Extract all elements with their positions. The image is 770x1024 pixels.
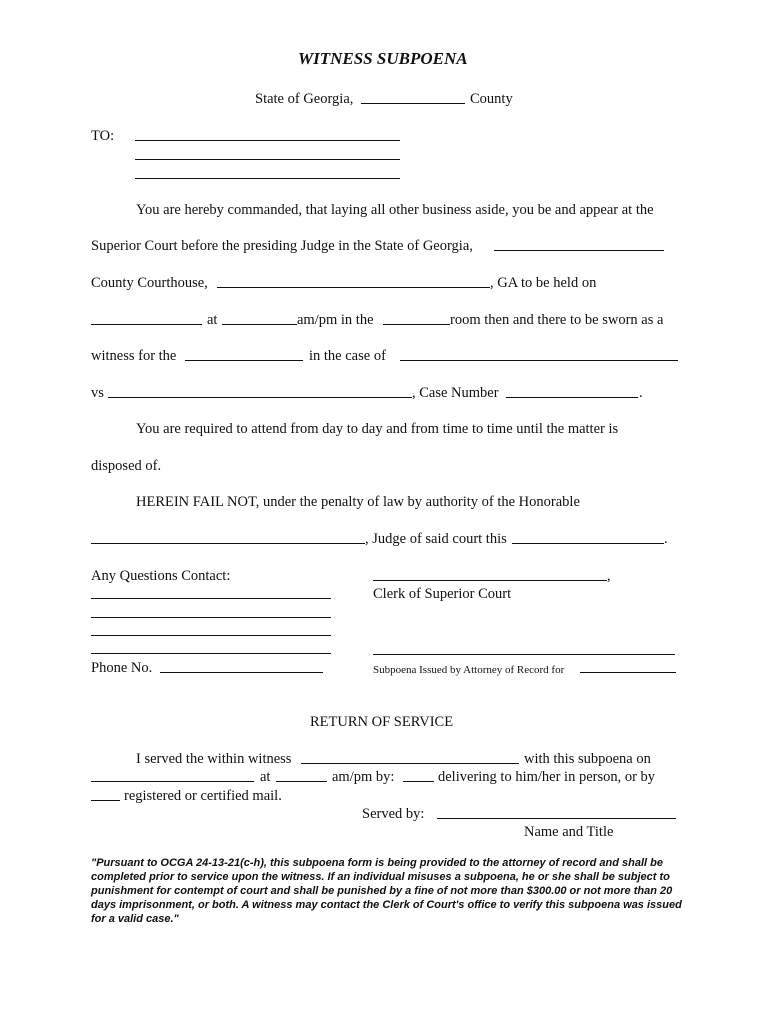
to-label: TO: xyxy=(91,128,115,144)
county-field[interactable] xyxy=(361,103,465,104)
held-on-label: , GA to be held on xyxy=(490,275,597,291)
case-of-field[interactable] xyxy=(400,360,678,361)
served-time-field[interactable] xyxy=(276,781,327,782)
state-label: State of Georgia, xyxy=(255,91,354,107)
page-title: WITNESS SUBPOENA xyxy=(298,49,468,68)
case-of-label: in the case of xyxy=(309,348,386,364)
mail-field[interactable] xyxy=(91,800,120,801)
issued-by-label: Subpoena Issued by Attorney of Record for xyxy=(373,664,565,676)
served-witness-field[interactable] xyxy=(301,763,519,764)
served-at-label: at xyxy=(260,769,271,785)
attorney-signature-field[interactable] xyxy=(373,654,675,655)
to-field-line-1[interactable] xyxy=(135,140,400,141)
served-date-field[interactable] xyxy=(91,781,254,782)
period: . xyxy=(639,385,643,401)
body-disposed-line: disposed of. xyxy=(91,458,162,474)
clerk-label: Clerk of Superior Court xyxy=(373,586,512,602)
served-witness-label: I served the within witness xyxy=(136,751,292,767)
room-label: room then and there to be sworn as a xyxy=(450,312,664,328)
to-field-line-2[interactable] xyxy=(135,159,400,160)
ampm-label: am/pm in the xyxy=(297,312,374,328)
courthouse-field[interactable] xyxy=(217,287,490,288)
room-field[interactable] xyxy=(383,324,450,325)
phone-label: Phone No. xyxy=(91,660,153,676)
mail-label: registered or certified mail. xyxy=(124,788,282,804)
served-by-label: Served by: xyxy=(362,806,425,822)
county-label: County xyxy=(470,91,513,107)
served-by-field[interactable] xyxy=(437,818,676,819)
contact-field-line-1[interactable] xyxy=(91,598,331,599)
served-ampm-label: am/pm by: xyxy=(332,769,395,785)
judge-field[interactable] xyxy=(91,543,365,544)
at-label: at xyxy=(207,312,218,328)
vs-field[interactable] xyxy=(108,397,412,398)
delivering-label: delivering to him/her in person, or by xyxy=(438,769,656,785)
clerk-signature-field[interactable] xyxy=(373,580,607,581)
to-field-line-3[interactable] xyxy=(135,178,400,179)
herein-fail-not-line: HEREIN FAIL NOT, under the penalty of law by authority of the Honorable xyxy=(136,494,580,510)
delivered-in-person-field[interactable] xyxy=(403,781,434,782)
contact-field-line-2[interactable] xyxy=(91,617,331,618)
served-with-label: with this subpoena on xyxy=(524,751,651,767)
body-attend-line: You are required to attend from day to day and from time to time until the matter is xyxy=(136,421,619,437)
ocga-notice: "Pursuant to OCGA 24-13-21(c-h), this subpoena form is being provided to the attorney of record and shall be completed prior to service upon the witness. If an individual misuses a subpoena, he or she shall be subject to punishment for contempt of court and shall be punished by a fine of not more than $300.00 or not more than 20 days imprisonment, or both. A witness may contact the Clerk of Court's office to verify this subpoena was issued for a valid case." xyxy=(91,857,682,925)
courthouse-label: County Courthouse, xyxy=(91,275,208,291)
case-number-field[interactable] xyxy=(506,397,638,398)
name-title-label: Name and Title xyxy=(524,824,614,840)
return-of-service-heading: RETURN OF SERVICE xyxy=(310,714,454,730)
case-number-label: , Case Number xyxy=(412,385,499,401)
phone-field[interactable] xyxy=(160,672,323,673)
body-line-1: You are hereby commanded, that laying all other business aside, you be and appear at the xyxy=(136,202,654,218)
date-this-field[interactable] xyxy=(512,543,664,544)
judge-label: , Judge of said court this xyxy=(365,531,507,547)
contact-field-line-3[interactable] xyxy=(91,635,331,636)
vs-label: vs xyxy=(91,385,104,401)
witness-for-label: witness for the xyxy=(91,348,177,364)
time-field[interactable] xyxy=(222,324,297,325)
period-2: . xyxy=(664,531,668,547)
issued-for-field[interactable] xyxy=(580,672,676,673)
court-field[interactable] xyxy=(494,250,664,251)
body-line-2: Superior Court before the presiding Judge in the State of Georgia, xyxy=(91,238,473,254)
contact-field-line-4[interactable] xyxy=(91,653,331,654)
date-field[interactable] xyxy=(91,324,202,325)
contact-label: Any Questions Contact: xyxy=(91,568,231,584)
witness-for-field[interactable] xyxy=(185,360,303,361)
clerk-comma: , xyxy=(607,568,611,584)
